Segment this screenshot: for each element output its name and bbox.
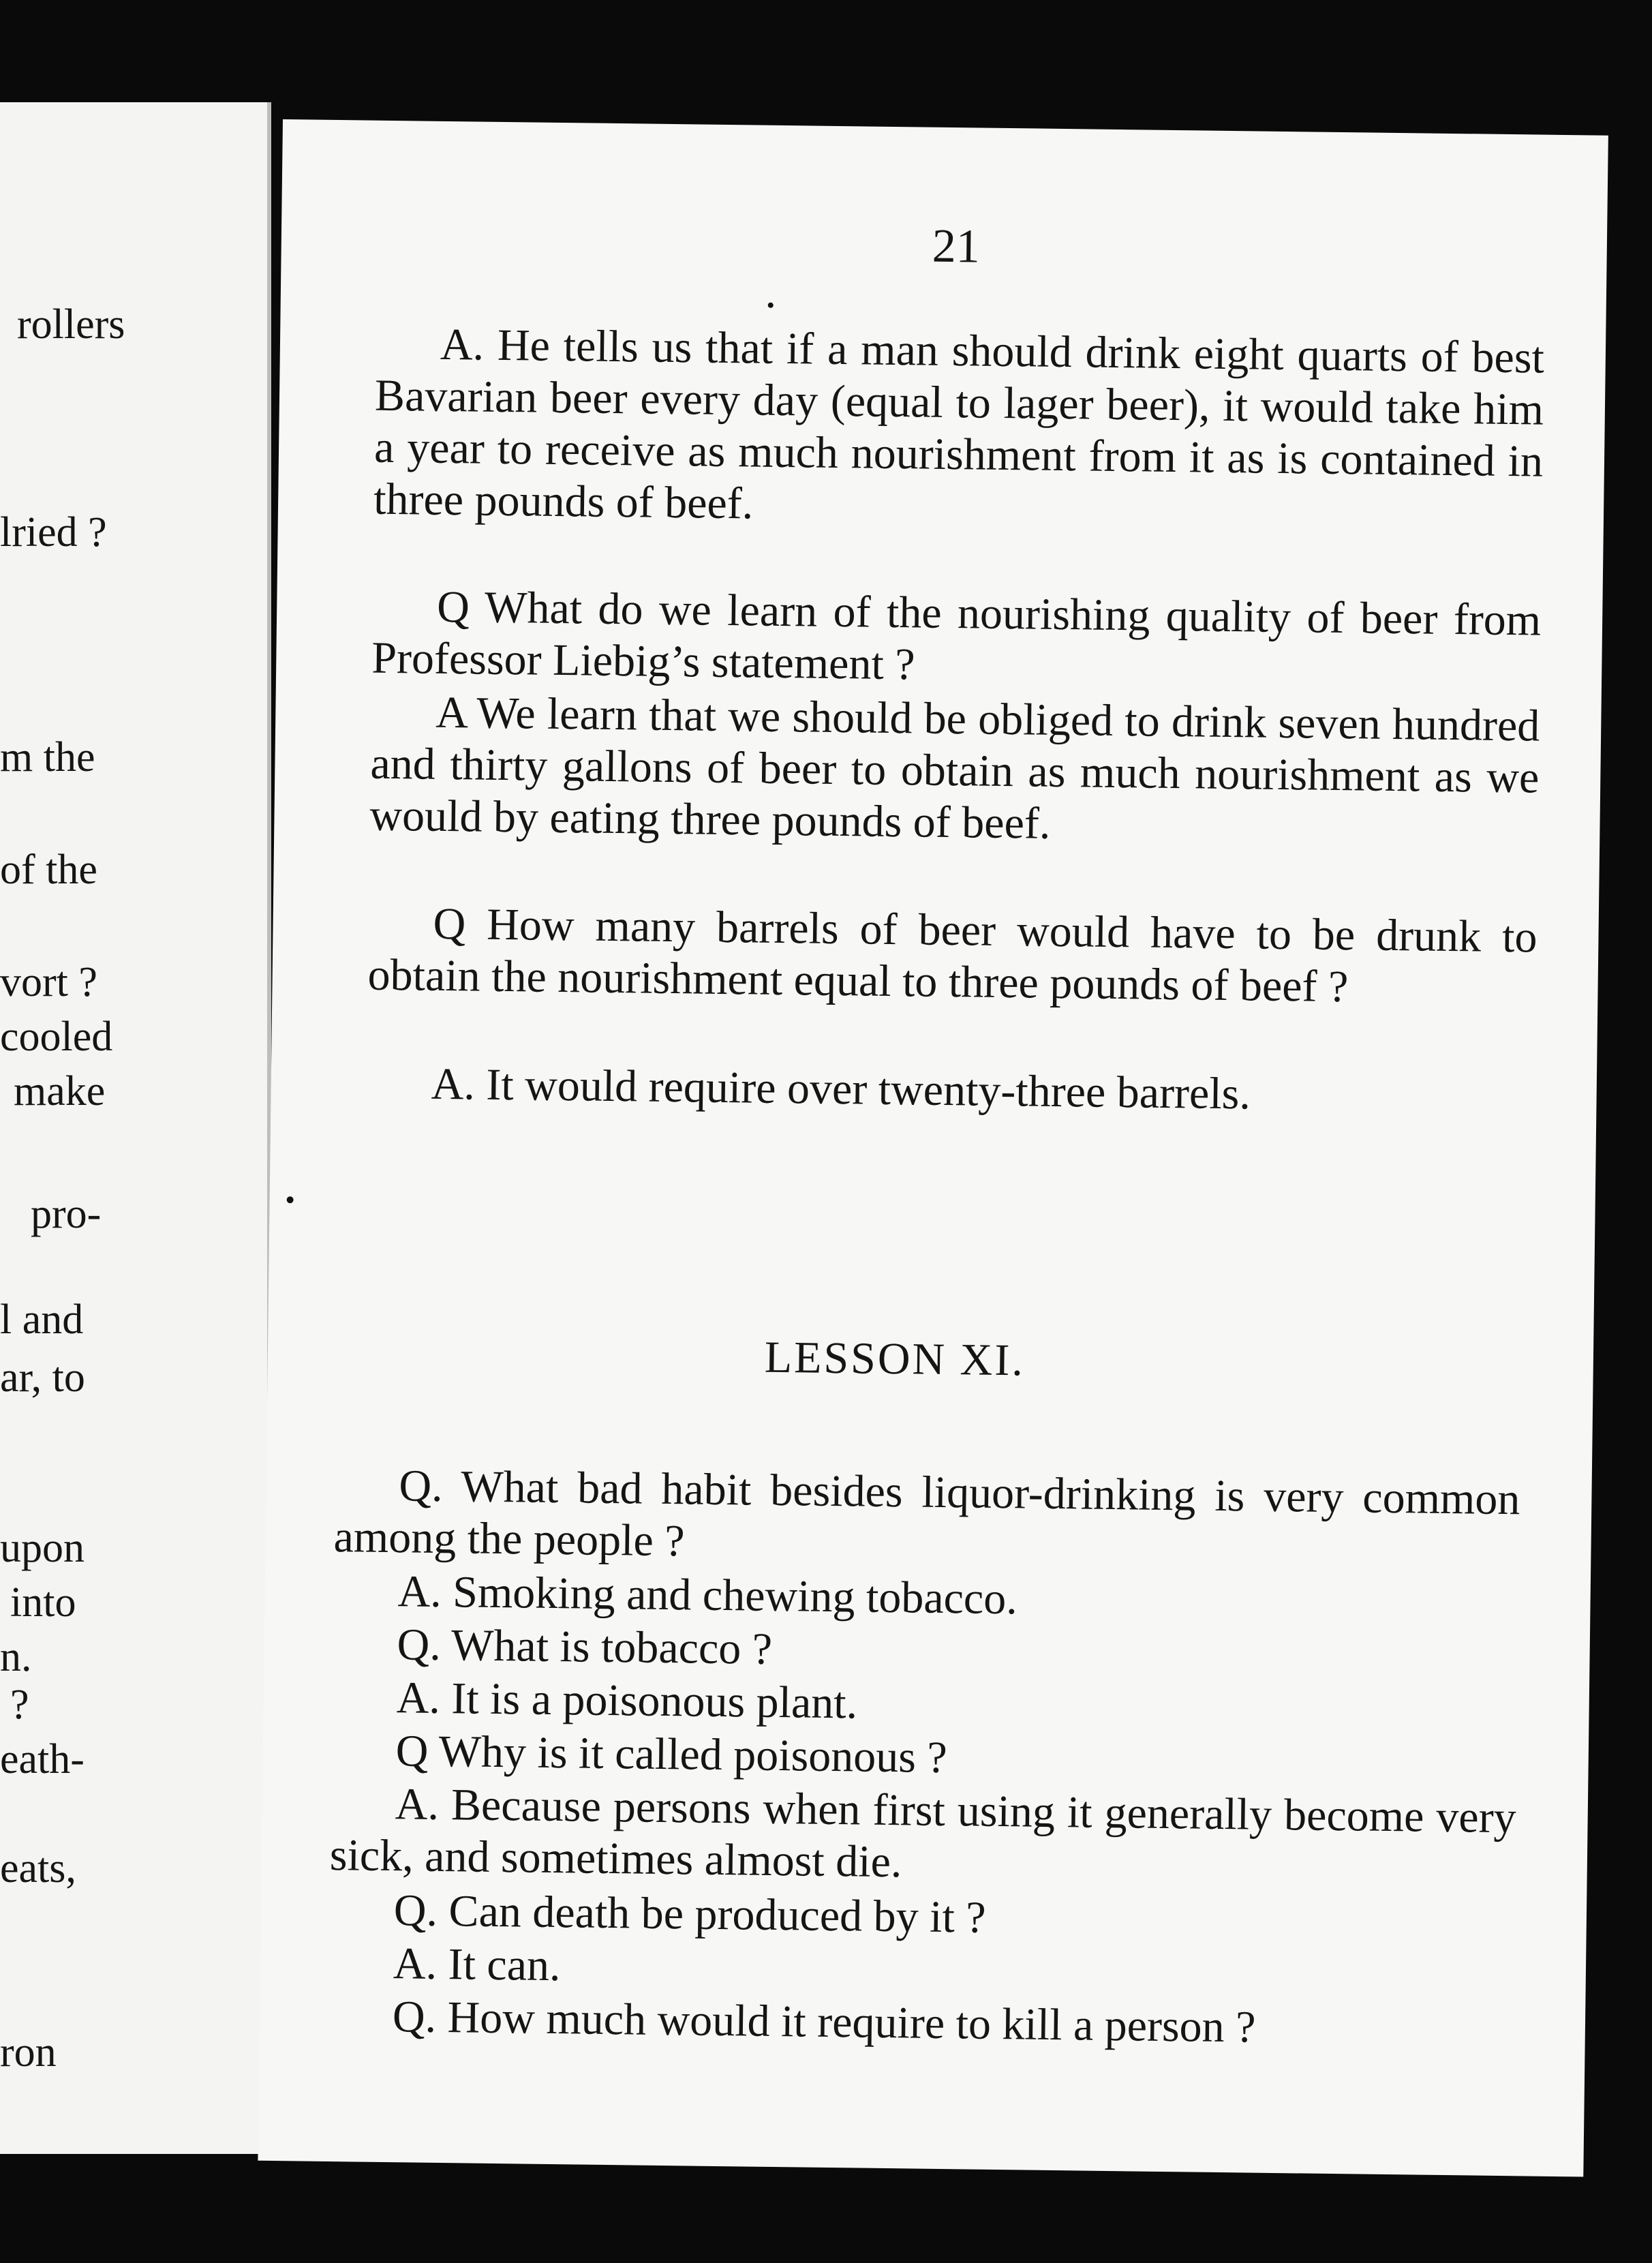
ink-speck bbox=[768, 303, 774, 308]
page-number: 21 bbox=[932, 219, 981, 273]
left-fragment: rollers bbox=[17, 301, 125, 348]
left-fragment: n. bbox=[0, 1634, 32, 1680]
lesson-heading: LESSON XI. bbox=[764, 1332, 1026, 1386]
right-page bbox=[258, 119, 1608, 2177]
question-paragraph: Q What do we learn of the nourishing quality of beer from Professor Liebig’s statement ? bbox=[371, 581, 1542, 690]
answer-paragraph: A. It is a poisonous plant. bbox=[396, 1673, 858, 1729]
ink-speck bbox=[287, 1196, 294, 1203]
question-paragraph: Q. What is tobacco ? bbox=[397, 1620, 773, 1674]
left-fragment: ron bbox=[0, 2029, 57, 2076]
left-fragment: vort ? bbox=[0, 959, 97, 1005]
answer-paragraph: A. Smoking and chewing tobacco. bbox=[397, 1566, 1018, 1624]
question-paragraph: Q. Can death be produced by it ? bbox=[393, 1885, 987, 1943]
left-fragment: upon bbox=[0, 1525, 85, 1571]
answer-paragraph: A. He tells us that if a man should drink eight quarts of best Bavarian beer every day (equal to lager beer), it would take him a year to receive as much nourishment from it as is contained in three pounds of beef. bbox=[373, 319, 1545, 529]
left-fragment: lried ? bbox=[0, 509, 107, 556]
question-paragraph: Q. How much would it require to kill a person ? bbox=[392, 1992, 1256, 2052]
answer-paragraph: A We learn that we should be obliged to drink seven hundred and thirty gallons of beer to obtain as much nourishment as we would by eating three pounds of beef. bbox=[369, 687, 1540, 849]
left-fragment: pro- bbox=[31, 1191, 102, 1237]
answer-paragraph: A. Because persons when first using it generally become very sick, and sometimes almost die. bbox=[329, 1779, 1517, 1887]
left-fragment: eats, bbox=[0, 1845, 76, 1892]
left-fragment: l and bbox=[0, 1296, 84, 1343]
left-fragment: of the bbox=[0, 847, 97, 893]
left-fragment: cooled bbox=[0, 1014, 113, 1060]
left-fragment: eath- bbox=[0, 1736, 85, 1782]
left-page bbox=[0, 102, 271, 2154]
question-paragraph: Q Why is it called poisonous ? bbox=[395, 1726, 948, 1783]
question-paragraph: Q How many barrels of beer would have to be drunk to obtain the nourishment equal to three pounds of beef ? bbox=[367, 898, 1538, 1012]
answer-paragraph: A. It would require over twenty-three barrels. bbox=[431, 1059, 1251, 1119]
question-paragraph: Q. What bad habit besides liquor-drinking is very common among the people ? bbox=[333, 1461, 1520, 1566]
left-fragment: m the bbox=[0, 734, 95, 780]
left-fragment: ar, to bbox=[0, 1354, 85, 1401]
left-fragment: into bbox=[10, 1579, 76, 1626]
left-fragment: make bbox=[14, 1068, 106, 1114]
left-fragment: ? bbox=[10, 1682, 29, 1728]
answer-paragraph: A. It can. bbox=[393, 1939, 561, 1991]
